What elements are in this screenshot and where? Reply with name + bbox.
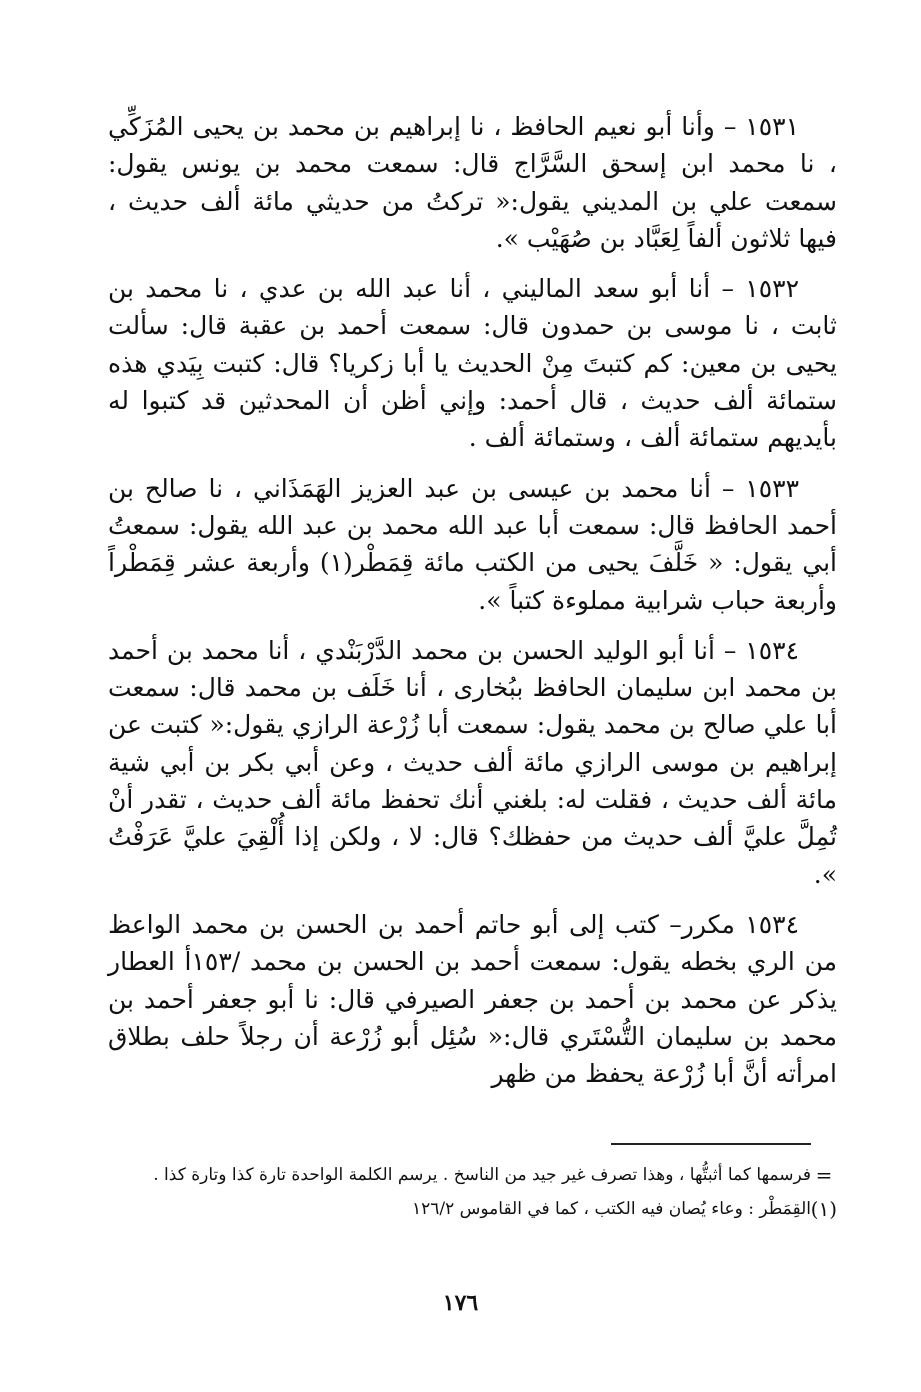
- footnote-text: فرسمها كما أثبتُّها ، وهذا تصرف غير جيد من الناسخ . يرسم الكلمة الواحدة تارة كذا وتارة كذا .: [153, 1165, 811, 1185]
- paragraph-text: ١٥٣٤ – أنا أبو الوليد الحسن بن محمد الدَّرْبَنْدي ، أنا محمد بن أحمد بن محمد ابن سليمان الحافظ ببُخاری ، أنا خَلَف بن محمد قال: سمعت أبا علي صالح بن محمد يقول: سمعت أبا زُرْعة الرازي يقول:« كتبت عن إبراهيم بن موسى الرازي مائة ألف حديث ، وعن أبي بكر بن أبي شية مائة ألف حديث ، فقلت له: بلغني أنك تحفظ مائة ألف حديث ، تقدر أنْ تُمِلَّ عليَّ ألف حديث من حفظك؟ قال: لا ، ولكن إذا أُلْقِيَ عليَّ عَرَفْتُ ».: [108, 635, 837, 889]
- paragraph-text: ١٥٣٢ – أنا أبو سعد الماليني ، أنا عبد الله بن عدي ، نا محمد بن ثابت ، نا موسى بن حمدون قال: سمعت أحمد بن عقبة قال: سألت يحيى بن معين: كم كتبتَ مِنْ الحديث يا أبا زكريا؟ قال: كتبت بِيَدي هذه ستمائة ألف حديث ، قال أحمد: وإني أظن أن المحدثين قد كتبوا له بأيديهم ستمائة ألف ، وستمائة ألف .: [108, 274, 837, 453]
- footnote-mark: (١): [810, 1197, 837, 1221]
- footnote-text: القِمَطْر : وعاء يُصان فيه الكتب ، كما في القاموس ١٢٦/٢: [411, 1199, 811, 1219]
- hadith-1531: [108, 108, 837, 257]
- page-number: ١٧٦: [442, 1290, 479, 1316]
- hadith-1534-repeat: [108, 906, 837, 1092]
- paragraph-text: ١٥٣١ – وأنا أبو نعيم الحافظ ، نا إبراهيم بن محمد بن يحيى المُزَكِّي ، نا محمد ابن إسحق السَّرَّاج قال: سمعت محمد بن يونس يقول: سمعت علي بن المديني يقول:« تركتُ من حديثي مائة ألف حديث ، فيها ثلاثون ألفاً لِعَبَّاد بن صُهَيْب ».: [108, 112, 837, 253]
- paragraph-text: ١٥٣٤ مكرر– كتب إلى أبو حاتم أحمد بن الحسن بن محمد الواعظ من الري بخطه يقول: سمعت أحمد بن الحسن بن محمد /١٥٣أ العطار يذكر عن محمد بن أحمد بن جعفر الصيرفي قال: نا أبو جعفر أحمد بن محمد بن سليمان التُّسْتَري قال:« سُئِل أبو زُرْعة أن رجلاً حلف بطلاق امرأته أنَّ أبا زُرْعة يحفظ من ظهر: [108, 909, 838, 1089]
- hadith-1532: [108, 270, 837, 456]
- footnote-mark: =: [815, 1163, 833, 1187]
- footnotes: [108, 1158, 837, 1226]
- hadith-1534: [108, 632, 837, 893]
- hadith-1533: [108, 470, 837, 619]
- footnote-separator: [611, 1143, 811, 1145]
- footnote-continued: [108, 1158, 837, 1192]
- paragraph-text: ١٥٣٣ – أنا محمد بن عيسى بن عبد العزيز الهَمَذَاني ، نا صالح بن أحمد الحافظ قال: سمعت أبا عبد الله محمد بن عبد الله يقول: سمعتُ أبي يقول: « خَلَّفَ يحيى من الكتب مائة قِمَطْر(١) وأربعة عشر قِمَطْراً وأربعة حباب شرابية مملوءة كتباً ».: [108, 473, 837, 615]
- footnote-1: [108, 1192, 837, 1226]
